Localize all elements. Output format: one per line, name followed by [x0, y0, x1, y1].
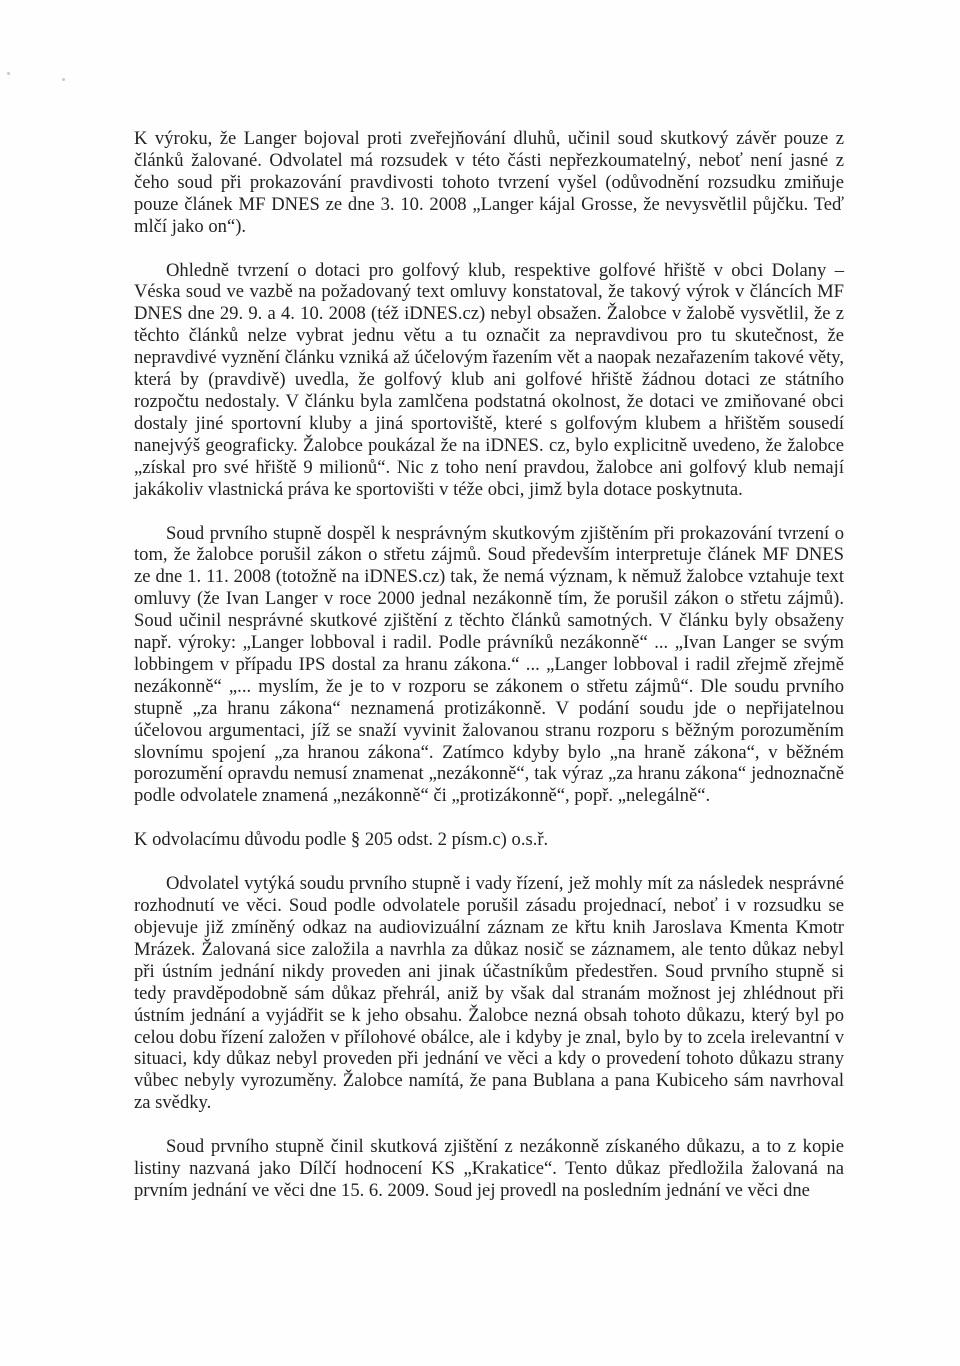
scan-speck [62, 78, 65, 81]
document-body [134, 128, 844, 1202]
paragraph: Soud prvního stupně činil skutková zjištění z nezákonně získaného důkazu, a to z kopie listiny nazvaná jako Dílčí hodnocení KS „Krakatice“. Tento důkaz předložila žalovaná na prvním jednání ve věci dne 15. 6. 2009. Soud jej provedl na posledním jednání ve věci dne [134, 1136, 844, 1201]
paragraph: Odvolatel vytýká soudu prvního stupně i vady řízení, jež mohly mít za následek nesprávné rozhodnutí ve věci. Soud podle odvolatele porušil zásadu projednací, neboť i v rozsudku se objevuje již zmíněný odkaz na audiovizuální záznam ze křtu knih Jaroslava Kmenta Kmotr Mrázek. Žalovaná sice založila a navrhla za důkaz nosič se záznamem, ale tento důkaz nebyl při ústním jednání nikdy proveden ani jinak účastníkům předestřen. Soud prvního stupně si tedy pravděpodobně sám důkaz přehrál, aniž by však dal stranám možnost jej zhlédnout při ústním jednání a vyjádřit se k jeho obsahu. Žalobce nezná obsah tohoto důkazu, který byl po celou dobu řízení založen v přílohové obálce, ale i kdyby je znal, bylo by to zcela irelevantní v situaci, kdy důkaz nebyl proveden při jednání ve věci a kdy o provedení tohoto důkazu strany vůbec nebyly vyrozuměny. Žalobce namítá, že pana Bublana a pana Kubiceho sám navrhoval za svědky. [134, 873, 844, 1114]
paragraph: Soud prvního stupně dospěl k nesprávným skutkovým zjištěním při prokazování tvrzení o tom, že žalobce porušil zákon o střetu zájmů. Soud především interpretuje článek MF DNES ze dne 1. 11. 2008 (totožně na iDNES.cz) tak, že nemá význam, k němuž žalobce vztahuje text omluvy (že Ivan Langer v roce 2000 jednal nezákonně tím, že porušil zákon o střetu zájmů). Soud učinil nesprávné skutkové zjištění z těchto článků samotných. V článku byly obsaženy např. výroky: „Langer lobboval i radil. Podle právníků nezákonně“ ... „Ivan Langer se svým lobbingem v případu IPS dostal za hranu zákona.“ ... „Langer lobboval i radil zřejmě zřejmě nezákonně“ „... myslím, že je to v rozporu se zákonem o střetu zájmů“. Dle soudu prvního stupně „za hranu zákona“ neznamená protizákonně. V podání soudu jde o nepřijatelnou účelovou argumentaci, jíž se snaží vyvinit žalovanou stranu rozporu s běžným porozuměním slovnímu spojení „za hranou zákona“. Zatímco kdyby bylo „na hraně zákona“, v běžném porozumění opravdu nemusí znamenat „nezákonně“, tak výraz „za hranu zákona“ jednoznačně podle odvolatele znamená „nezákonně“ či „protizákonně“, popř. „nelegálně“. [134, 522, 844, 807]
scan-speck [7, 72, 10, 75]
paragraph: K výroku, že Langer bojoval proti zveřejňování dluhů, učinil soud skutkový závěr pouze z článků žalované. Odvolatel má rozsudek v této části nepřezkoumatelný, neboť není jasné z čeho soud při prokazování pravdivosti tohoto tvrzení vyšel (odůvodnění rozsudku zmiňuje pouze článek MF DNES ze dne 3. 10. 2008 „Langer kájal Grosse, že nevysvětlil půjčku. Teď mlčí jako on“). [134, 128, 844, 237]
section-heading: K odvolacímu důvodu podle § 205 odst. 2 písm.c) o.s.ř. [134, 829, 549, 851]
paragraph: Ohledně tvrzení o dotaci pro golfový klub, respektive golfové hřiště v obci Dolany – Véska soud ve vazbě na požadovaný text omluvy konstatoval, že takový výrok v článcích MF DNES dne 29. 9. a 4. 10. 2008 (též iDNES.cz) nebyl obsažen. Žalobce v žalobě vysvětlil, že z těchto článků nelze vybrat jednu větu a tu označit za nepravdivou pro tu skutečnost, že nepravdivé vyznění článku vzniká až účelovým řazením vět a naopak nezařazením takové věty, která by (pravdivě) uvedla, že golfový klub ani golfové hřiště žádnou dotaci ze státního rozpočtu nedostaly. V článku byla zamlčena podstatná okolnost, že dotaci ve zmiňované obci dostaly jiné sportovní kluby a jiná sportoviště, které s golfovým klubem a hřištěm sousedí nanejvýš geograficky. Žalobce poukázal že na iDNES. cz, bylo explicitně uvedeno, že žalobce „získal pro své hřiště 9 milionů“. Nic z toho není pravdou, žalobce ani golfový klub nemají jakákoliv vlastnická práva ke sportovišti v téže obci, jimž byla dotace poskytnuta. [134, 259, 844, 500]
